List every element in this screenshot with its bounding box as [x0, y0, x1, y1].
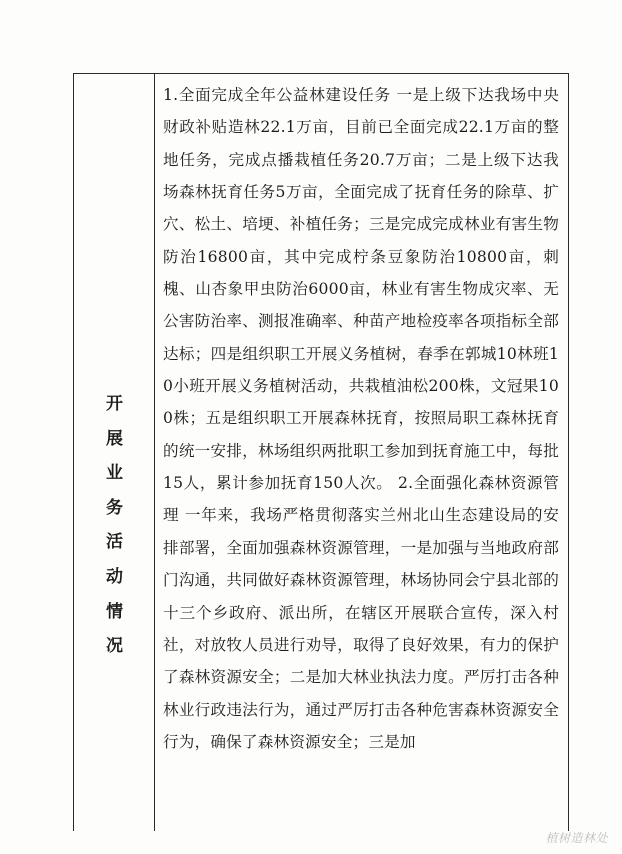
row-label-char: 动 — [106, 566, 123, 587]
row-label-char: 展 — [106, 428, 123, 449]
row-label-char: 业 — [106, 463, 123, 484]
row-label-cell — [74, 74, 155, 831]
row-label-char: 务 — [106, 497, 123, 518]
content-cell — [155, 74, 568, 831]
activity-table — [73, 73, 569, 831]
row-label-char: 活 — [106, 532, 123, 553]
watermark-text: 植树造林处 — [545, 831, 608, 845]
activity-description: 1.全面完成全年公益林建设任务 一是上级下达我场中央财政补贴造林22.1万亩，目前已全面完成22.1万亩的整地任务，完成点播栽植任务20.7万亩；二是上级下达我场森林抚育任务5万亩，全面完成了抚育任务的除草、扩穴、松土、培埂、补植任务；三是完成完成林业有害生物防治16800亩，其中完成柠条豆象防治10800亩，刺槐、山杏象甲虫防治6000亩，林业有害生物成灾率、无公害防治率、测报准确率、种苗产地检疫率各项指标全部达标；四是组织职工开展义务植树，春季在郭城10林班10小班开展义务植树活动，共栽植油松200株，文冠果100株；五是组织职工开展森林抚育，按照局职工森林抚育的统一安排，林场组织两批职工参加到抚育施工中，每批15人，累计参加抚育150人次。 2.全面强化森林资源管理 一年来，我场严格贯彻落实兰州北山生态建设局的安排部署，全面加强森林资源管理，一是加强与当地政府部门沟通，共同做好森林资源管理，林场协同会宁县北部的十三个乡政府、派出所，在辖区开展联合宣传，深入村社，对放牧人员进行劝导，取得了良好效果，有力的保护了森林资源安全；二是加大林业执法力度。严厉打击各种林业行政违法行为，通过严厉打击各种危害森林资源安全行为，确保了森林资源安全；三是加 — [163, 86, 559, 751]
row-label-char: 开 — [106, 394, 123, 414]
row-label — [74, 387, 155, 664]
row-label-char: 况 — [106, 636, 123, 657]
row-label-char: 情 — [106, 601, 123, 622]
